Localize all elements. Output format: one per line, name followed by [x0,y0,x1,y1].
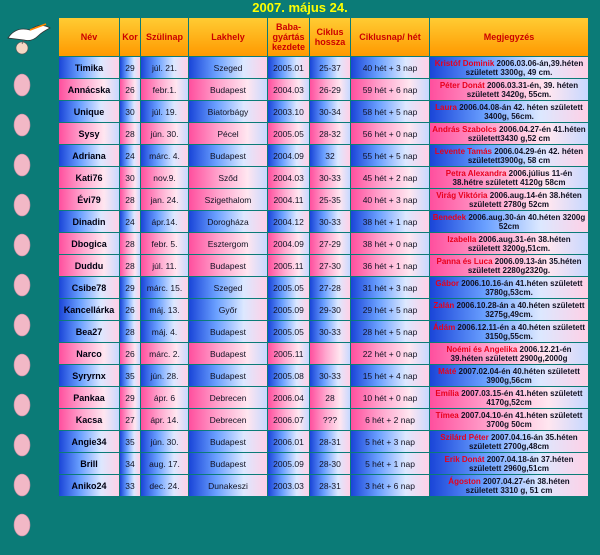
cell-ciklus-hossza: 28-31 [310,431,350,452]
cell-kor: 28 [120,189,140,210]
cell-kor: 30 [120,101,140,122]
cell-lakhely: Budapest [189,255,267,276]
cell-lakhely: Debrecen [189,387,267,408]
cell-lakhely: Budapest [189,365,267,386]
cell-kezdete: 2005.05 [268,123,309,144]
cell-kezdete: 2005.09 [268,299,309,320]
cell-kezdete: 2004.12 [268,211,309,232]
header-lakhely: Lakhely [189,18,267,56]
baby-name: Panna és Luca [436,256,493,266]
cell-kor: 30 [120,167,140,188]
table-row [59,343,588,364]
birth-note: 2007.04.16-án 35.héten született 2700g,48cm [468,432,578,451]
cell-kezdete: 2003.03 [268,475,309,496]
baby-name: Ádám [432,322,456,332]
baby-name: András Szabolcs [432,124,497,134]
cell-kezdete: 2005.01 [268,57,309,78]
cell-ciklus-hossza: 30-33 [310,365,350,386]
cell-nev: Duddu [59,255,119,276]
cell-ciklusnap: 3 hét + 6 nap [351,475,429,496]
header-nev: Név [59,18,119,56]
birth-note: 2006.aug.30-án 40.héten 3200g 52cm [466,212,586,231]
cell-megjegyzes [430,101,588,122]
cell-megjegyzes [430,123,588,144]
header-kezdete: Baba-gyártás kezdete [268,18,309,56]
cell-megjegyzes [430,431,588,452]
birth-note: 2006.10.28-án a 40.héten született 3275g,49cm. [454,300,585,319]
cell-kezdete: 2005.05 [268,277,309,298]
cell-lakhely: Győr [189,299,267,320]
cell-szulinap: máj. 13. [141,299,188,320]
cell-kor: 28 [120,123,140,144]
cell-megjegyzes [430,233,588,254]
birth-note: 2007.04.27-én 38.héten született 3310 g, 51 cm [465,476,570,495]
cell-nev: Aniko24 [59,475,119,496]
cell-szulinap: jún. 30. [141,431,188,452]
cell-ciklus-hossza: 25-35 [310,189,350,210]
cell-ciklusnap: 31 hét + 3 nap [351,277,429,298]
cell-kezdete: 2005.05 [268,321,309,342]
cell-ciklusnap: 6 hét + 2 nap [351,409,429,430]
table-row [59,321,588,342]
cell-kezdete: 2004.03 [268,79,309,100]
table-header-row [59,18,588,56]
table-row [59,365,588,386]
cell-szulinap: jún. 28. [141,365,188,386]
cell-kezdete: 2005.11 [268,255,309,276]
baby-name: Laura [435,102,457,112]
birth-note: 2006.12.11-én a 40.héten született 3150g,55cm. [455,322,586,341]
cell-kezdete: 2006.04 [268,387,309,408]
cell-nev: Kacsa [59,409,119,430]
baby-name: Noémi és Angelika [446,344,518,354]
birth-note: 2006.03.06-án,39.héten született 3300g, 49 cm. [465,58,584,77]
cell-kezdete: 2006.01 [268,431,309,452]
cell-nev: Annácska [59,79,119,100]
table-row [59,189,588,210]
header-megjegyzes: Megjegyzés [430,18,588,56]
baby-name: Szilárd Péter [440,432,489,442]
cell-ciklus-hossza: 27-29 [310,233,350,254]
cell-ciklusnap: 38 hét + 1 nap [351,211,429,232]
table-row [59,277,588,298]
cell-szulinap: jan. 24. [141,189,188,210]
cell-nev: Timika [59,57,119,78]
cell-kezdete: 2003.10 [268,101,309,122]
cell-megjegyzes [430,299,588,320]
page-title: 2007. május 24. [252,0,348,15]
cell-szulinap: júl. 19. [141,101,188,122]
cell-kezdete: 2004.03 [268,167,309,188]
cell-ciklus-hossza: 28 [310,387,350,408]
cell-lakhely: Pécel [189,123,267,144]
baby-name: Izabella [447,234,477,244]
baby-name: Péter Donát [439,80,485,90]
cell-nev: Évi79 [59,189,119,210]
cell-lakhely: Dunakeszi [189,475,267,496]
cell-ciklusnap: 29 hét + 5 nap [351,299,429,320]
cell-szulinap: máj. 4. [141,321,188,342]
baby-name: Virág Viktória [436,190,488,200]
cell-kezdete: 2005.09 [268,453,309,474]
cell-megjegyzes [430,409,588,430]
cell-ciklus-hossza: 28-31 [310,475,350,496]
cell-ciklus-hossza: 28-30 [310,453,350,474]
cell-ciklus-hossza: 26-29 [310,79,350,100]
cell-nev: Syryrnx [59,365,119,386]
cell-lakhely: Szeged [189,57,267,78]
cell-kor: 26 [120,79,140,100]
cell-kezdete: 2004.09 [268,233,309,254]
cell-kor: 29 [120,387,140,408]
cell-lakhely: Budapest [189,453,267,474]
cell-kezdete: 2005.11 [268,343,309,364]
cell-nev: Unique [59,101,119,122]
birth-note: 2006.04.27-én 41.héten született3430 g,52 cm [467,124,586,143]
table-row [59,475,588,496]
cell-ciklusnap: 59 hét + 6 nap [351,79,429,100]
cell-lakhely: Szeged [189,277,267,298]
cell-nev: Kancellárka [59,299,119,320]
cell-ciklusnap: 40 hét + 3 nap [351,57,429,78]
cell-szulinap: febr. 5. [141,233,188,254]
header-szulinap: Szülinap [141,18,188,56]
cell-szulinap: jún. 30. [141,123,188,144]
baby-name: Benedek [432,212,467,222]
cell-ciklus-hossza [310,343,350,364]
table-row [59,145,588,166]
participants-table [58,17,589,497]
cell-szulinap: márc. 15. [141,277,188,298]
cell-lakhely: Budapest [189,431,267,452]
cell-szulinap: febr.1. [141,79,188,100]
cell-kor: 29 [120,57,140,78]
cell-ciklus-hossza: 30-33 [310,321,350,342]
cell-szulinap: márc. 4. [141,145,188,166]
cell-megjegyzes [430,167,588,188]
cell-szulinap: nov.9. [141,167,188,188]
header-ciklusnap: Ciklusnap/ hét [351,18,429,56]
cell-lakhely: Budapest [189,343,267,364]
table-row [59,387,588,408]
baby-name: Petra Alexandra [445,168,507,178]
baby-figures-decoration [2,60,40,555]
cell-nev: Dbogica [59,233,119,254]
cell-kor: 26 [120,343,140,364]
cell-kor: 34 [120,453,140,474]
cell-megjegyzes [430,475,588,496]
cell-kor: 33 [120,475,140,496]
table-row [59,101,588,122]
cell-szulinap: júl. 11. [141,255,188,276]
baby-name: Máté [438,366,457,376]
cell-nev: Csibe78 [59,277,119,298]
cell-szulinap: dec. 24. [141,475,188,496]
baby-name: Emília [435,388,459,398]
cell-szulinap: márc. 2. [141,343,188,364]
cell-kor: 35 [120,431,140,452]
birth-note: 2007.04.10-én 41.héten született 3700g 50cm [458,410,583,429]
cell-lakhely: Budapest [189,321,267,342]
cell-megjegyzes [430,145,588,166]
cell-kezdete: 2004.11 [268,189,309,210]
cell-kor: 26 [120,299,140,320]
cell-ciklus-hossza: 27-28 [310,277,350,298]
table-row [59,167,588,188]
birth-note: 2006.04.08-án 42. héten született 3400g, 56cm. [456,102,583,121]
cell-megjegyzes [430,57,588,78]
birth-note: 2006.aug.14-én 38.héten született 2780g 52cm [468,190,582,209]
baby-name: Erik Donát [444,454,485,464]
cell-ciklusnap: 28 hét + 5 nap [351,321,429,342]
table-row [59,299,588,320]
cell-ciklusnap: 15 hét + 4 nap [351,365,429,386]
cell-megjegyzes [430,277,588,298]
cell-ciklusnap: 55 hét + 5 nap [351,145,429,166]
header-kor: Kor [120,18,140,56]
cell-lakhely: Dorogháza [189,211,267,232]
baby-name: Kristóf Dominik [434,58,495,68]
cell-ciklusnap: 56 hét + 0 nap [351,123,429,144]
cell-megjegyzes [430,453,588,474]
birth-note: 2006.03.31-én, 39. héten született 3420g, 55cm. [466,80,579,99]
baby-name: Levente Tamás [434,146,493,156]
cell-megjegyzes [430,189,588,210]
cell-megjegyzes [430,211,588,232]
table-row [59,233,588,254]
cell-ciklus-hossza: 30-33 [310,211,350,232]
cell-nev: Sysy [59,123,119,144]
cell-ciklusnap: 22 hét + 0 nap [351,343,429,364]
cell-megjegyzes [430,321,588,342]
baby-name: Gábor [435,278,459,288]
cell-szulinap: ápr.14. [141,211,188,232]
cell-ciklus-hossza: 30-34 [310,101,350,122]
cell-kezdete: 2006.07 [268,409,309,430]
cell-megjegyzes [430,255,588,276]
cell-lakhely: Sződ [189,167,267,188]
table-row [59,211,588,232]
cell-nev: Bea27 [59,321,119,342]
cell-kor: 24 [120,145,140,166]
birth-note: 2007.03.15-én 41.héten született 4170g,52cm [458,388,583,407]
cell-lakhely: Esztergom [189,233,267,254]
cell-kezdete: 2004.09 [268,145,309,166]
birth-note: 2006.10.16-án 41.héten született 3780g,53cm. [458,278,583,297]
cell-kor: 24 [120,211,140,232]
table-row [59,57,588,78]
cell-ciklus-hossza: 27-30 [310,255,350,276]
cell-megjegyzes [430,79,588,100]
cell-kor: 28 [120,321,140,342]
table-row [59,453,588,474]
cell-ciklus-hossza: 30-33 [310,167,350,188]
stork-icon [2,18,54,58]
cell-lakhely: Budapest [189,145,267,166]
cell-ciklus-hossza: 29-30 [310,299,350,320]
baby-name: Ágoston [448,476,481,486]
cell-ciklusnap: 5 hét + 1 nap [351,453,429,474]
table-row [59,255,588,276]
table-row [59,79,588,100]
birth-note: 2007.02.04-én 40.héten született 3900g,56cm [456,366,580,385]
cell-megjegyzes [430,343,588,364]
cell-ciklusnap: 38 hét + 0 nap [351,233,429,254]
cell-kezdete: 2005.08 [268,365,309,386]
baby-name: Zalán [433,300,455,310]
header-ciklus-hossza: Ciklus hossza [310,18,350,56]
cell-nev: Narco [59,343,119,364]
cell-nev: Pankaa [59,387,119,408]
birth-note: 2006.július 11-én 38.hétre született 4120g 58cm [452,168,573,187]
cell-ciklusnap: 5 hét + 3 nap [351,431,429,452]
cell-lakhely: Budapest [189,79,267,100]
birth-note: 2006.12.21-én 39.héten született 2900g,2000g [450,344,572,363]
cell-szulinap: aug. 17. [141,453,188,474]
cell-ciklus-hossza: 25-37 [310,57,350,78]
baby-name: Tímea [435,410,459,420]
cell-nev: Angie34 [59,431,119,452]
cell-ciklusnap: 45 hét + 2 nap [351,167,429,188]
cell-kor: 27 [120,409,140,430]
cell-lakhely: Szigethalom [189,189,267,210]
cell-nev: Adriana [59,145,119,166]
birth-note: 2007.04.18-án 37.héten született 2960g,51cm [468,454,574,473]
cell-ciklus-hossza: ??? [310,409,350,430]
cell-ciklus-hossza: 32 [310,145,350,166]
cell-ciklus-hossza: 28-32 [310,123,350,144]
cell-megjegyzes [430,365,588,386]
cell-szulinap: ápr. 14. [141,409,188,430]
cell-ciklusnap: 36 hét + 1 nap [351,255,429,276]
cell-kor: 29 [120,277,140,298]
birth-note: 2006.04.29-én 42. héten született3900g, 58 cm [467,146,584,165]
birth-note: 2006.aug.31-én 38.héten született 3200g,51cm. [467,234,571,253]
cell-kor: 28 [120,255,140,276]
table-row [59,431,588,452]
cell-ciklusnap: 58 hét + 5 nap [351,101,429,122]
cell-kor: 28 [120,233,140,254]
cell-megjegyzes [430,387,588,408]
cell-ciklusnap: 10 hét + 0 nap [351,387,429,408]
cell-szulinap: júl. 21. [141,57,188,78]
birth-note: 2006.09.13-án 35.héten született 2280g2320g. [467,256,582,275]
cell-ciklusnap: 40 hét + 3 nap [351,189,429,210]
table-row [59,123,588,144]
table-row [59,409,588,430]
cell-nev: Brill [59,453,119,474]
cell-kor: 35 [120,365,140,386]
cell-lakhely: Debrecen [189,409,267,430]
cell-nev: Kati76 [59,167,119,188]
cell-lakhely: Biatorbágy [189,101,267,122]
cell-szulinap: ápr. 6 [141,387,188,408]
cell-nev: Dinadin [59,211,119,232]
